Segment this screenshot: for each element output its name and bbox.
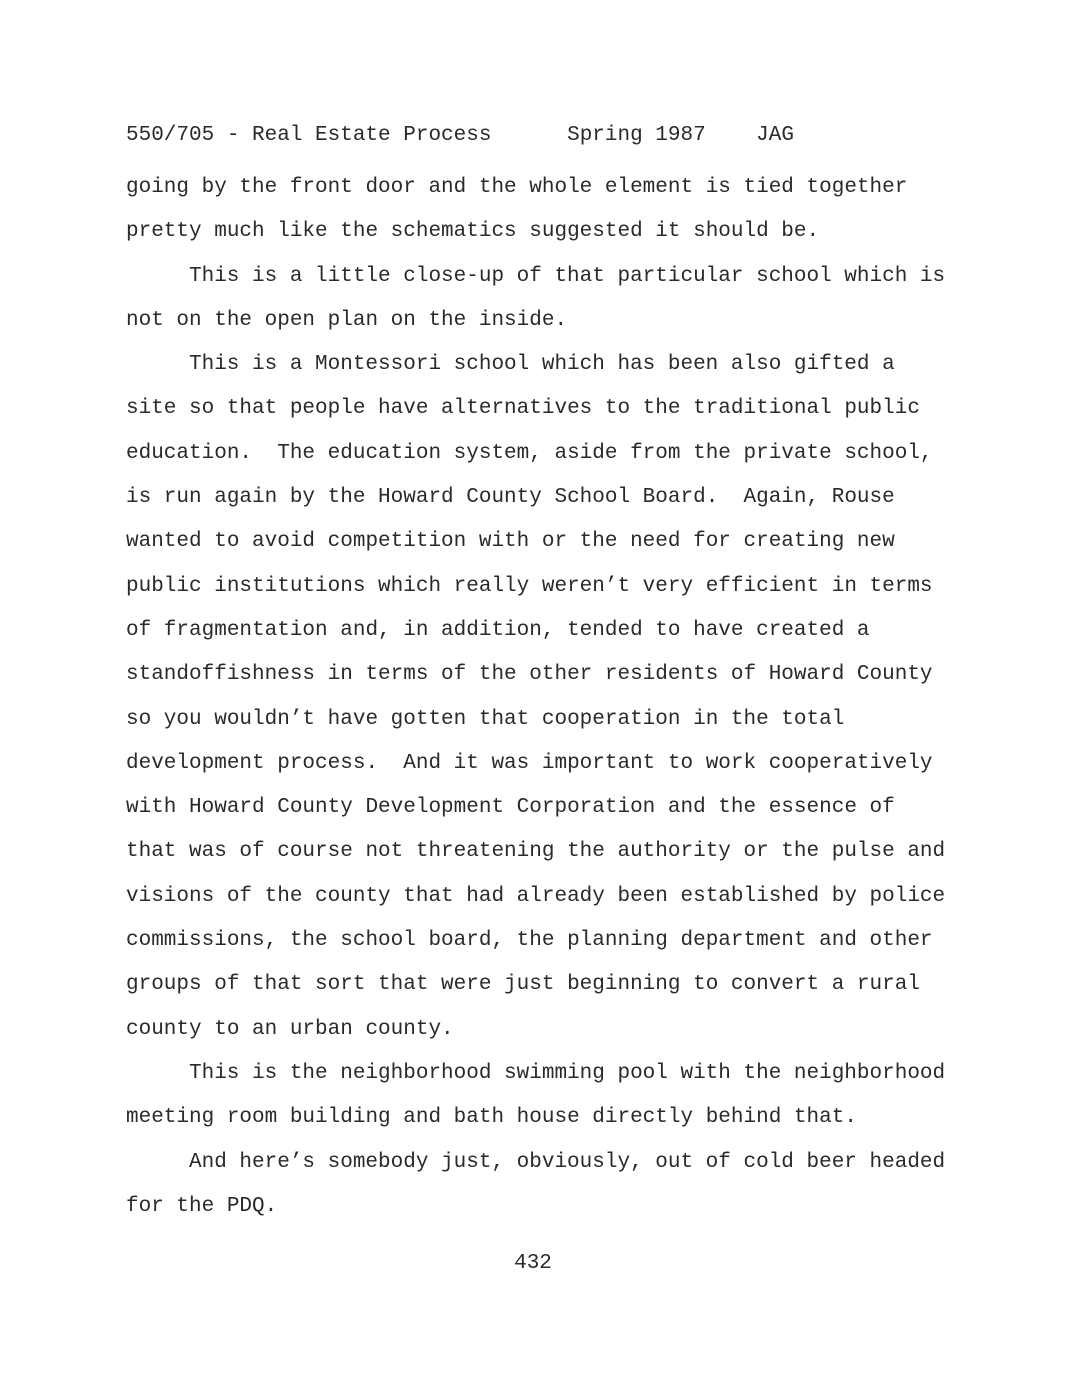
text-line: not on the open plan on the inside. bbox=[126, 308, 568, 332]
text-line: education. The education system, aside from the private school, bbox=[126, 441, 933, 465]
text-line: This is the neighborhood swimming pool with the neighborhood bbox=[189, 1061, 946, 1085]
text-line: This is a little close-up of that particular school which is bbox=[189, 264, 946, 288]
header-term: Spring 1987 bbox=[567, 124, 706, 147]
text-line: public institutions which really weren’t very efficient in terms bbox=[126, 574, 933, 598]
page-header bbox=[126, 121, 794, 151]
text-line: groups of that sort that were just beginning to convert a rural bbox=[126, 973, 920, 997]
paragraph-5 bbox=[126, 1141, 956, 1230]
header-initials: JAG bbox=[756, 124, 794, 147]
text-line: meeting room building and bath house directly behind that. bbox=[126, 1106, 857, 1130]
transcript-body bbox=[126, 166, 956, 1229]
page-number: 432 bbox=[514, 1252, 552, 1275]
text-line: with Howard County Development Corporation and the essence of bbox=[126, 796, 895, 820]
text-line: standoffishness in terms of the other residents of Howard County bbox=[126, 663, 933, 687]
paragraph-1 bbox=[126, 166, 956, 255]
text-line: And here’s somebody just, obviously, out of cold beer headed bbox=[189, 1150, 946, 1174]
text-line: going by the front door and the whole element is tied together bbox=[126, 176, 908, 199]
text-line: This is a Montessori school which has been also gifted a bbox=[189, 353, 895, 377]
text-line: that was of course not threatening the authority or the pulse and bbox=[126, 840, 946, 864]
text-line: development process. And it was important to work cooperatively bbox=[126, 751, 933, 775]
text-line: for the PDQ. bbox=[126, 1194, 278, 1218]
text-line: of fragmentation and, in addition, tended to have created a bbox=[126, 618, 870, 642]
text-line: commissions, the school board, the planning department and other bbox=[126, 929, 933, 953]
paragraph-4 bbox=[126, 1052, 956, 1141]
text-line: county to an urban county. bbox=[126, 1017, 454, 1041]
text-line: site so that people have alternatives to the traditional public bbox=[126, 397, 920, 421]
text-line: so you wouldn’t have gotten that cooperation in the total bbox=[126, 707, 845, 731]
text-line: visions of the county that had already been established by police bbox=[126, 884, 946, 908]
text-line: wanted to avoid competition with or the need for creating new bbox=[126, 530, 895, 554]
paragraph-2 bbox=[126, 255, 956, 344]
text-line: is run again by the Howard County School Board. Again, Rouse bbox=[126, 486, 895, 510]
header-course: 550/705 - Real Estate Process bbox=[126, 124, 492, 147]
text-line: pretty much like the schematics suggested it should be. bbox=[126, 220, 820, 244]
paragraph-3 bbox=[126, 343, 956, 1052]
